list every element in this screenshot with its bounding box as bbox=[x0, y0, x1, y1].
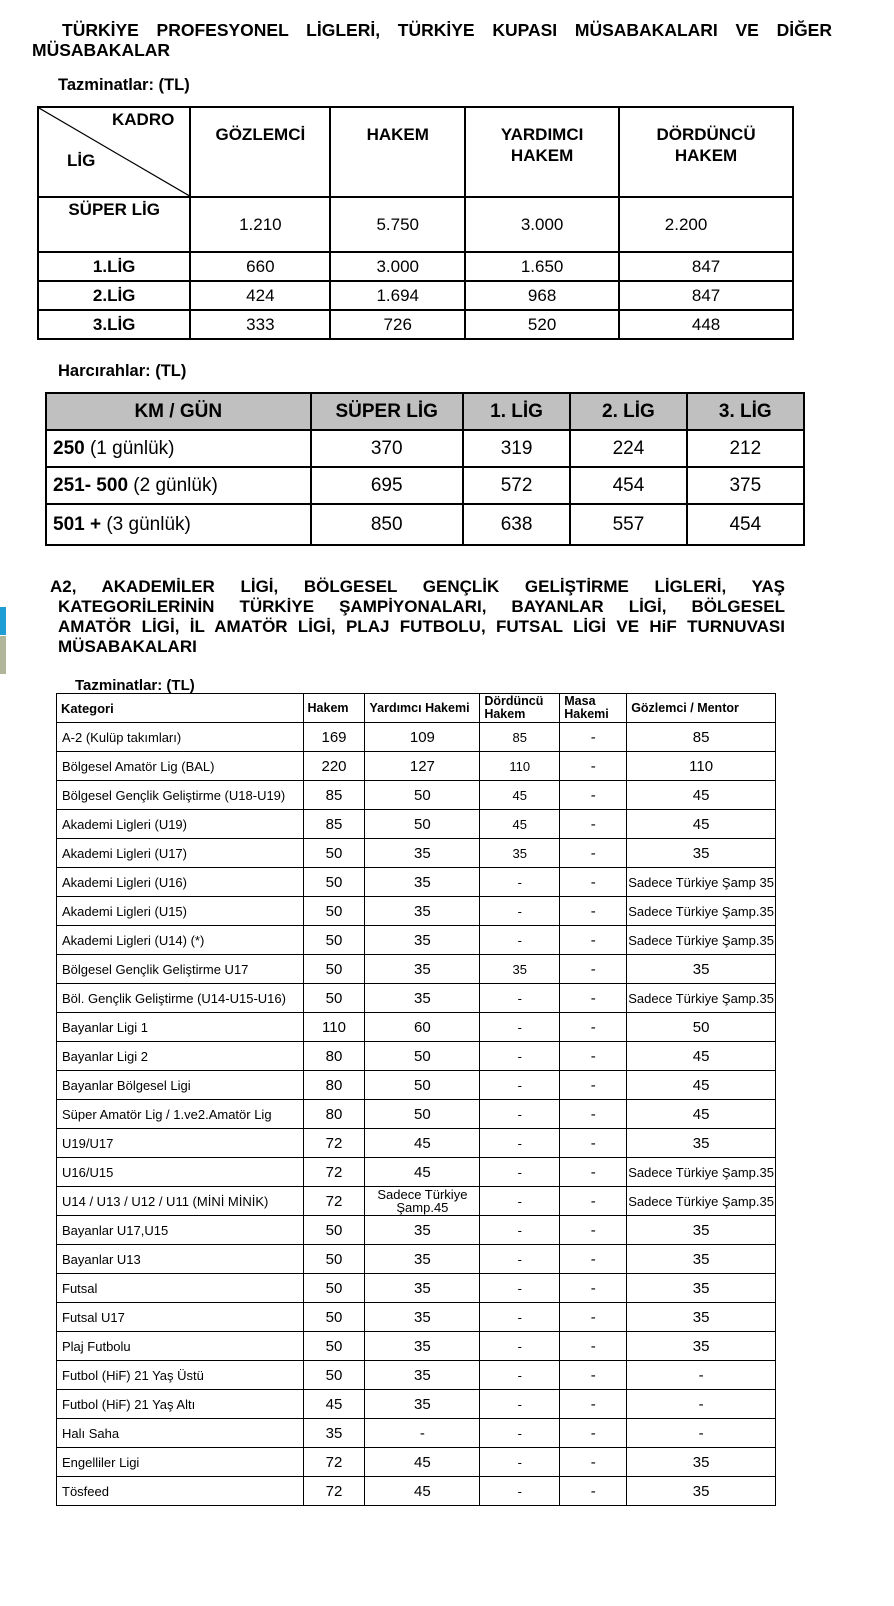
value-cell: - bbox=[480, 1216, 560, 1245]
table-row bbox=[57, 752, 776, 781]
value-cell: - bbox=[480, 926, 560, 955]
value-cell: 45 bbox=[303, 1390, 365, 1419]
value-cell: 50 bbox=[627, 1013, 776, 1042]
value-cell: 45 bbox=[627, 1042, 776, 1071]
value-cell: - bbox=[480, 1419, 560, 1448]
value-cell: 45 bbox=[627, 1100, 776, 1129]
category-cell: Süper Amatör Lig / 1.ve2.Amatör Lig bbox=[57, 1100, 304, 1129]
value-cell: - bbox=[560, 723, 627, 752]
value-cell: 35 bbox=[627, 1477, 776, 1506]
value-cell: 45 bbox=[365, 1158, 480, 1187]
table-row bbox=[57, 926, 776, 955]
value-cell: 35 bbox=[365, 868, 480, 897]
value-cell: - bbox=[627, 1361, 776, 1390]
value-cell: 35 bbox=[365, 1245, 480, 1274]
value-cell: 85 bbox=[627, 723, 776, 752]
value-cell: - bbox=[480, 1303, 560, 1332]
km-cell bbox=[46, 430, 311, 467]
header-dorduncu: Dördüncü Hakem bbox=[480, 694, 560, 723]
value-cell: 80 bbox=[303, 1100, 365, 1129]
cell-value: 520 bbox=[465, 310, 619, 339]
value-cell: - bbox=[480, 1071, 560, 1100]
value-cell: - bbox=[480, 1245, 560, 1274]
value-cell: 50 bbox=[303, 839, 365, 868]
value-cell: 35 bbox=[365, 1303, 480, 1332]
value-cell: 35 bbox=[365, 1390, 480, 1419]
harcirah-header-row bbox=[46, 393, 804, 430]
category-cell: Böl. Gençlik Geliştirme (U14-U15-U16) bbox=[57, 984, 304, 1013]
value-cell: 110 bbox=[480, 752, 560, 781]
table-row bbox=[57, 1129, 776, 1158]
category-cell: Futbol (HiF) 21 Yaş Üstü bbox=[57, 1361, 304, 1390]
category-cell: Akademi Ligleri (U16) bbox=[57, 868, 304, 897]
value-cell: - bbox=[480, 1332, 560, 1361]
table-row bbox=[57, 1013, 776, 1042]
cell-value: 454 bbox=[570, 467, 686, 504]
km-cell bbox=[46, 504, 311, 545]
margin-marker-olive bbox=[0, 636, 6, 674]
table-row bbox=[57, 984, 776, 1013]
header-km-gun: KM / GÜN bbox=[46, 393, 311, 430]
header-gozlemci: GÖZLEMCİ bbox=[190, 107, 330, 197]
value-cell: 50 bbox=[365, 810, 480, 839]
category-cell: Futsal bbox=[57, 1274, 304, 1303]
table-row bbox=[57, 1361, 776, 1390]
value-cell: 35 bbox=[365, 926, 480, 955]
row-label: 1.LİG bbox=[38, 252, 190, 281]
value-cell: Sadece Türkiye Şamp.35 bbox=[627, 1187, 776, 1216]
category-cell: U16/U15 bbox=[57, 1158, 304, 1187]
value-cell: 35 bbox=[627, 839, 776, 868]
cell-value: 968 bbox=[465, 281, 619, 310]
value-cell: 35 bbox=[365, 839, 480, 868]
value-cell: - bbox=[560, 1448, 627, 1477]
value-cell: - bbox=[560, 1100, 627, 1129]
value-cell: 50 bbox=[303, 1332, 365, 1361]
value-cell: 50 bbox=[303, 1303, 365, 1332]
header-hakem: Hakem bbox=[303, 694, 365, 723]
heading-line: A2, AKADEMİLER LİGİ, BÖLGESEL GENÇLİK GELİŞTİRME LİGLERİ, YAŞ bbox=[50, 577, 785, 596]
value-cell: 35 bbox=[627, 1129, 776, 1158]
table-row bbox=[57, 1187, 776, 1216]
table1-row bbox=[38, 197, 793, 252]
cell-value: 726 bbox=[330, 310, 465, 339]
value-cell: - bbox=[480, 1274, 560, 1303]
cell-value: 333 bbox=[190, 310, 330, 339]
value-cell: - bbox=[480, 984, 560, 1013]
heading-line-1: TÜRKİYE PROFESYONEL LİGLERİ, TÜRKİYE KUPASI MÜSABAKALARI VE DİĞER bbox=[62, 20, 832, 40]
cell-value: 638 bbox=[463, 504, 570, 545]
value-cell: 35 bbox=[627, 1245, 776, 1274]
diagonal-header-cell bbox=[38, 107, 190, 197]
travel-allowance-table bbox=[45, 392, 805, 546]
section1-heading bbox=[32, 20, 832, 60]
cell-value: 424 bbox=[190, 281, 330, 310]
value-cell: - bbox=[560, 810, 627, 839]
value-cell: Sadece Türkiye Şamp.45 bbox=[365, 1187, 480, 1216]
harcirah-row bbox=[46, 430, 804, 467]
category-cell: Plaj Futbolu bbox=[57, 1332, 304, 1361]
header-gozlemci-mentor: Gözlemci / Mentor bbox=[627, 694, 776, 723]
value-cell: 109 bbox=[365, 723, 480, 752]
table-row bbox=[57, 839, 776, 868]
value-cell: - bbox=[560, 1332, 627, 1361]
table-row bbox=[57, 1071, 776, 1100]
category-cell: Bayanlar Ligi 2 bbox=[57, 1042, 304, 1071]
value-cell: - bbox=[480, 1158, 560, 1187]
value-cell: - bbox=[560, 1245, 627, 1274]
value-cell: 35 bbox=[365, 897, 480, 926]
value-cell: - bbox=[560, 839, 627, 868]
table1-caption: Tazminatlar: (TL) bbox=[58, 76, 190, 94]
value-cell: 35 bbox=[365, 1274, 480, 1303]
table-row bbox=[57, 1390, 776, 1419]
professional-league-compensation-table bbox=[37, 106, 794, 340]
table-row bbox=[57, 1419, 776, 1448]
category-cell: Futsal U17 bbox=[57, 1303, 304, 1332]
category-cell: Bayanlar Ligi 1 bbox=[57, 1013, 304, 1042]
value-cell: Sadece Türkiye Şamp.35 bbox=[627, 1158, 776, 1187]
cell-value: 224 bbox=[570, 430, 686, 467]
category-cell: Bayanlar U13 bbox=[57, 1245, 304, 1274]
category-cell: Engelliler Ligi bbox=[57, 1448, 304, 1477]
cell-value: 5.750 bbox=[330, 197, 465, 252]
cell-value: 850 bbox=[311, 504, 463, 545]
heading-line-2: MÜSABAKALAR bbox=[32, 40, 171, 60]
value-cell: 50 bbox=[303, 984, 365, 1013]
value-cell: - bbox=[480, 1187, 560, 1216]
value-cell: Sadece Türkiye Şamp 35 bbox=[627, 868, 776, 897]
value-cell: 35 bbox=[627, 955, 776, 984]
harcirah-row bbox=[46, 467, 804, 504]
km-cell bbox=[46, 467, 311, 504]
value-cell: 45 bbox=[365, 1448, 480, 1477]
value-cell: 60 bbox=[365, 1013, 480, 1042]
row-label: 3.LİG bbox=[38, 310, 190, 339]
category-cell: Akademi Ligleri (U19) bbox=[57, 810, 304, 839]
value-cell: 50 bbox=[303, 1245, 365, 1274]
value-cell: - bbox=[560, 1013, 627, 1042]
header-super-lig: SÜPER LİG bbox=[311, 393, 463, 430]
value-cell: 80 bbox=[303, 1042, 365, 1071]
value-cell: 45 bbox=[365, 1129, 480, 1158]
header-2-lig: 2. LİG bbox=[570, 393, 686, 430]
table-row bbox=[57, 1303, 776, 1332]
table1-header-row bbox=[38, 107, 793, 197]
value-cell: 50 bbox=[365, 1071, 480, 1100]
header-dorduncu-text: DÖRDÜNCÜ HAKEM bbox=[656, 125, 756, 165]
category-cell: A-2 (Kulüp takımları) bbox=[57, 723, 304, 752]
value-cell: 35 bbox=[365, 955, 480, 984]
value-cell: 35 bbox=[365, 1332, 480, 1361]
category-cell: Akademi Ligleri (U15) bbox=[57, 897, 304, 926]
category-cell: Tösfeed bbox=[57, 1477, 304, 1506]
value-cell: - bbox=[560, 868, 627, 897]
category-cell: U19/U17 bbox=[57, 1129, 304, 1158]
header-yardimci: Yardımcı Hakemi bbox=[365, 694, 480, 723]
table-row bbox=[57, 1245, 776, 1274]
value-cell: 50 bbox=[365, 1100, 480, 1129]
value-cell: 50 bbox=[365, 1042, 480, 1071]
harcirah-caption: Harcırahlar: (TL) bbox=[58, 362, 187, 380]
category-cell: Bölgesel Amatör Lig (BAL) bbox=[57, 752, 304, 781]
cell-value: 375 bbox=[687, 467, 804, 504]
value-cell: 220 bbox=[303, 752, 365, 781]
category-cell: Bayanlar Bölgesel Ligi bbox=[57, 1071, 304, 1100]
cell-value: 448 bbox=[619, 310, 793, 339]
table-row bbox=[57, 810, 776, 839]
value-cell: - bbox=[627, 1390, 776, 1419]
category-cell: Akademi Ligleri (U14) (*) bbox=[57, 926, 304, 955]
cell-value: 695 bbox=[311, 467, 463, 504]
value-cell: - bbox=[480, 1013, 560, 1042]
value-cell: 45 bbox=[627, 810, 776, 839]
value-cell: 35 bbox=[365, 984, 480, 1013]
value-cell: 72 bbox=[303, 1158, 365, 1187]
cell-value: 572 bbox=[463, 467, 570, 504]
table3-caption: Tazminatlar: (TL) bbox=[75, 677, 195, 694]
value-cell: Sadece Türkiye Şamp.35 bbox=[627, 984, 776, 1013]
value-cell: - bbox=[560, 781, 627, 810]
category-cell: Bölgesel Gençlik Geliştirme U17 bbox=[57, 955, 304, 984]
value-cell: - bbox=[560, 1390, 627, 1419]
value-cell: - bbox=[560, 1216, 627, 1245]
category-cell: Bayanlar U17,U15 bbox=[57, 1216, 304, 1245]
value-cell: - bbox=[560, 926, 627, 955]
table1-row bbox=[38, 281, 793, 310]
table-row bbox=[57, 1216, 776, 1245]
header-1-lig: 1. LİG bbox=[463, 393, 570, 430]
table-row bbox=[57, 1448, 776, 1477]
section2-heading bbox=[50, 577, 785, 657]
value-cell: - bbox=[560, 897, 627, 926]
value-cell: 35 bbox=[627, 1274, 776, 1303]
value-cell: 35 bbox=[480, 839, 560, 868]
value-cell: - bbox=[480, 1390, 560, 1419]
category-cell: U14 / U13 / U12 / U11 (MİNİ MİNİK) bbox=[57, 1187, 304, 1216]
cell-value: 847 bbox=[619, 281, 793, 310]
value-cell: - bbox=[480, 1042, 560, 1071]
value-cell: 72 bbox=[303, 1448, 365, 1477]
value-cell: - bbox=[480, 1361, 560, 1390]
category-cell: Akademi Ligleri (U17) bbox=[57, 839, 304, 868]
days-value: (2 günlük) bbox=[133, 474, 218, 496]
table-row bbox=[57, 781, 776, 810]
value-cell: 50 bbox=[303, 955, 365, 984]
value-cell: - bbox=[560, 955, 627, 984]
value-cell: 35 bbox=[365, 1361, 480, 1390]
header-masa: Masa Hakemi bbox=[560, 694, 627, 723]
value-cell: - bbox=[560, 1361, 627, 1390]
heading-line: MÜSABAKALARI bbox=[58, 637, 197, 656]
value-cell: 72 bbox=[303, 1187, 365, 1216]
value-cell: 35 bbox=[627, 1448, 776, 1477]
cell-value: 660 bbox=[190, 252, 330, 281]
value-cell: 35 bbox=[303, 1419, 365, 1448]
cell-value: 3.000 bbox=[465, 197, 619, 252]
value-cell: - bbox=[480, 1477, 560, 1506]
value-cell: 35 bbox=[365, 1216, 480, 1245]
value-cell: - bbox=[365, 1419, 480, 1448]
table-row bbox=[57, 868, 776, 897]
amateur-compensation-table bbox=[56, 693, 776, 1506]
value-cell: - bbox=[560, 1477, 627, 1506]
row-label: SÜPER LİG bbox=[38, 197, 190, 252]
value-cell: 127 bbox=[365, 752, 480, 781]
value-cell: - bbox=[480, 868, 560, 897]
table3-header-row bbox=[57, 694, 776, 723]
value-cell: - bbox=[627, 1419, 776, 1448]
value-cell: 45 bbox=[627, 1071, 776, 1100]
table-row bbox=[57, 723, 776, 752]
km-value: 250 bbox=[53, 437, 85, 459]
table-row bbox=[57, 1332, 776, 1361]
km-value: 251- 500 bbox=[53, 474, 129, 496]
value-cell: - bbox=[560, 984, 627, 1013]
cell-value: 454 bbox=[687, 504, 804, 545]
header-3-lig: 3. LİG bbox=[687, 393, 804, 430]
table-row bbox=[57, 1477, 776, 1506]
value-cell: - bbox=[560, 1187, 627, 1216]
value-cell: 50 bbox=[303, 1361, 365, 1390]
value-cell: 50 bbox=[303, 926, 365, 955]
value-cell: 50 bbox=[365, 781, 480, 810]
value-cell: 72 bbox=[303, 1129, 365, 1158]
header-yardimci-hakem bbox=[465, 107, 619, 197]
category-cell: Futbol (HiF) 21 Yaş Altı bbox=[57, 1390, 304, 1419]
km-value: 501 + bbox=[53, 513, 102, 535]
value-cell: 35 bbox=[627, 1216, 776, 1245]
value-cell: 80 bbox=[303, 1071, 365, 1100]
value-cell: 110 bbox=[303, 1013, 365, 1042]
category-cell: Bölgesel Gençlik Geliştirme (U18-U19) bbox=[57, 781, 304, 810]
value-cell: - bbox=[560, 752, 627, 781]
value-cell: 85 bbox=[480, 723, 560, 752]
cell-value: 212 bbox=[687, 430, 804, 467]
cell-value: 3.000 bbox=[330, 252, 465, 281]
header-yardimci-text: YARDIMCI HAKEM bbox=[500, 125, 584, 165]
value-cell: - bbox=[480, 1448, 560, 1477]
table-row bbox=[57, 1100, 776, 1129]
value-cell: 45 bbox=[627, 781, 776, 810]
value-cell: - bbox=[560, 1158, 627, 1187]
table1-row bbox=[38, 252, 793, 281]
margin-marker-blue bbox=[0, 607, 6, 635]
cell-value: 557 bbox=[570, 504, 686, 545]
header-hakem: HAKEM bbox=[330, 107, 465, 197]
table-row bbox=[57, 1042, 776, 1071]
corner-label-lig: LİG bbox=[67, 151, 96, 170]
value-cell: - bbox=[560, 1303, 627, 1332]
value-cell: 50 bbox=[303, 897, 365, 926]
value-cell: - bbox=[560, 1071, 627, 1100]
cell-value: 2.200 bbox=[619, 197, 793, 252]
cell-value: 847 bbox=[619, 252, 793, 281]
row-label: 2.LİG bbox=[38, 281, 190, 310]
value-cell: - bbox=[560, 1274, 627, 1303]
value-cell: 50 bbox=[303, 1274, 365, 1303]
value-cell: - bbox=[480, 897, 560, 926]
value-cell: 45 bbox=[365, 1477, 480, 1506]
value-cell: 45 bbox=[480, 781, 560, 810]
value-cell: 85 bbox=[303, 781, 365, 810]
header-kategori: Kategori bbox=[57, 694, 304, 723]
value-cell: 85 bbox=[303, 810, 365, 839]
value-cell: 72 bbox=[303, 1477, 365, 1506]
cell-value: 1.694 bbox=[330, 281, 465, 310]
cell-value: 1.210 bbox=[190, 197, 330, 252]
value-cell: 169 bbox=[303, 723, 365, 752]
table1-row bbox=[38, 310, 793, 339]
value-cell: 50 bbox=[303, 868, 365, 897]
value-cell: 35 bbox=[627, 1332, 776, 1361]
value-cell: Sadece Türkiye Şamp.35 bbox=[627, 897, 776, 926]
category-cell: Halı Saha bbox=[57, 1419, 304, 1448]
days-value: (1 günlük) bbox=[89, 437, 175, 459]
value-cell: 35 bbox=[480, 955, 560, 984]
cell-value: 370 bbox=[311, 430, 463, 467]
table-row bbox=[57, 1274, 776, 1303]
value-cell: 45 bbox=[480, 810, 560, 839]
heading-line: AMATÖR LİGİ, İL AMATÖR LİGİ, PLAJ FUTBOLU, FUTSAL LİGİ VE HiF TURNUVASI bbox=[58, 617, 785, 636]
corner-label-kadro: KADRO bbox=[112, 110, 175, 129]
table-row bbox=[57, 955, 776, 984]
value-cell: - bbox=[560, 1042, 627, 1071]
value-cell: - bbox=[560, 1419, 627, 1448]
cell-value: 1.650 bbox=[465, 252, 619, 281]
value-cell: 110 bbox=[627, 752, 776, 781]
heading-line: KATEGORİLERİNİN TÜRKİYE ŞAMPİYONALARI, BAYANLAR LİGİ, BÖLGESEL bbox=[58, 597, 785, 616]
value-cell: 35 bbox=[627, 1303, 776, 1332]
value-cell: - bbox=[480, 1100, 560, 1129]
cell-value: 319 bbox=[463, 430, 570, 467]
days-value: (3 günlük) bbox=[106, 513, 191, 535]
value-cell: - bbox=[560, 1129, 627, 1158]
value-cell: 50 bbox=[303, 1216, 365, 1245]
table-row bbox=[57, 897, 776, 926]
value-cell: - bbox=[480, 1129, 560, 1158]
header-dorduncu-hakem bbox=[619, 107, 793, 197]
table-row bbox=[57, 1158, 776, 1187]
harcirah-row bbox=[46, 504, 804, 545]
value-cell: Sadece Türkiye Şamp.35 bbox=[627, 926, 776, 955]
